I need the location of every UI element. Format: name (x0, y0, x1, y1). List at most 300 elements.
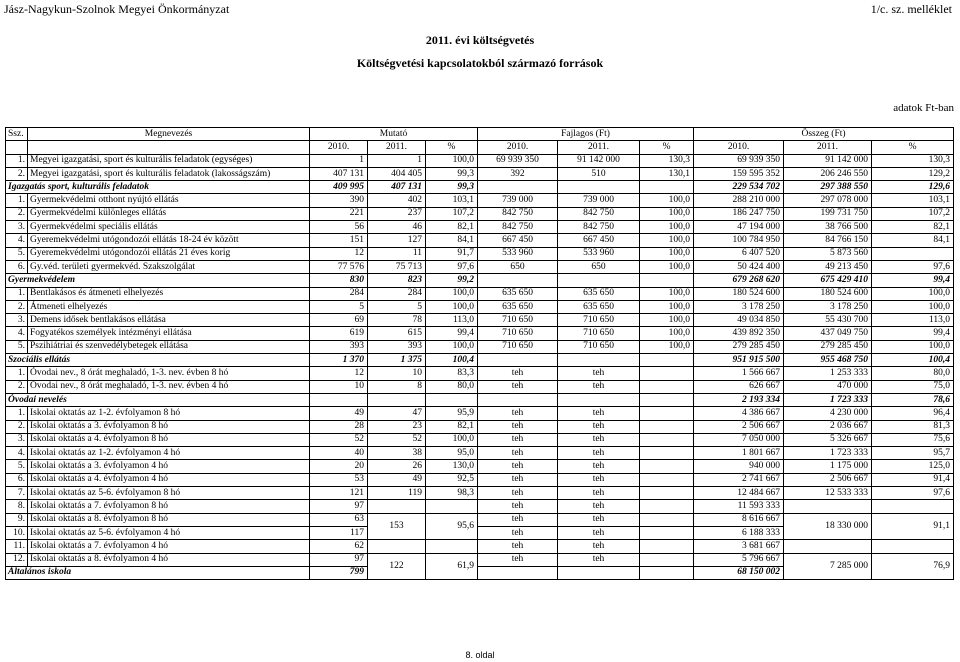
value-cell: 47 194 000 (694, 221, 784, 234)
value-cell: 68 150 002 (694, 566, 784, 579)
merged-cell: 122 (368, 553, 426, 580)
row-name: Óvodai nev., 8 órát meghaladó, 1-3. nev. évben 8 hó (28, 367, 310, 380)
row-number: 4. (6, 447, 28, 460)
value-cell: 951 915 500 (694, 354, 784, 367)
row-name: Iskolai oktatás a 3. évfolyamon 4 hó (28, 460, 310, 473)
row-name: Gyermekvédelmi különleges ellátás (28, 207, 310, 220)
value-cell: 52 (310, 433, 368, 446)
value-cell (784, 500, 872, 513)
value-cell: 84,1 (426, 234, 478, 247)
value-cell: 100,0 (640, 340, 694, 353)
value-cell: 49 (310, 407, 368, 420)
value-cell: teh (478, 433, 558, 446)
value-cell: 75,0 (872, 380, 954, 393)
value-cell (368, 540, 426, 553)
header-ssz: Ssz. (6, 128, 28, 141)
value-cell: 100,0 (426, 340, 478, 353)
value-cell: 75,6 (872, 433, 954, 446)
value-cell: teh (478, 487, 558, 500)
value-cell: 2 193 334 (694, 393, 784, 406)
merged-cell: 95,6 (426, 513, 478, 540)
value-cell: 2 506 667 (694, 420, 784, 433)
header-year: 2011. (558, 141, 640, 154)
row-number: 2. (6, 380, 28, 393)
value-cell: 279 285 450 (784, 340, 872, 353)
value-cell: 100,0 (426, 154, 478, 167)
section-name: Szociális ellátás (6, 354, 310, 367)
value-cell: 151 (310, 234, 368, 247)
table-row (6, 500, 954, 513)
value-cell (640, 526, 694, 539)
table-row (6, 260, 954, 273)
value-cell: teh (478, 367, 558, 380)
header-year: % (426, 141, 478, 154)
merged-cell: 153 (368, 513, 426, 540)
value-cell (640, 354, 694, 367)
value-cell: 437 049 750 (784, 327, 872, 340)
value-cell: teh (558, 407, 640, 420)
row-number: 11. (6, 540, 28, 553)
header-year: 2010. (478, 141, 558, 154)
row-number: 3. (6, 433, 28, 446)
table-row (6, 207, 954, 220)
value-cell: 99,2 (426, 274, 478, 287)
table-subheader-row (6, 141, 954, 154)
row-name: Iskolai oktatás az 1-2. évfolyamon 4 hó (28, 447, 310, 460)
value-cell: 842 750 (478, 221, 558, 234)
value-cell: 69 939 350 (694, 154, 784, 167)
value-cell: 125,0 (872, 460, 954, 473)
row-number: 3. (6, 314, 28, 327)
row-name: Gyermekvédelmi speciális ellátás (28, 221, 310, 234)
value-cell: 470 000 (784, 380, 872, 393)
row-name: Iskolai oktatás a 3. évfolyamon 8 hó (28, 420, 310, 433)
value-cell: 100 784 950 (694, 234, 784, 247)
value-cell: 12 (310, 247, 368, 260)
header-organization: Jász-Nagykun-Szolnok Megyei Önkormányzat (4, 2, 230, 16)
row-number: 1. (6, 154, 28, 167)
value-cell: 1 (368, 154, 426, 167)
value-cell: 100,0 (872, 287, 954, 300)
row-number: 1. (6, 367, 28, 380)
row-name: Bentlakásos és átmeneti elhelyezés (28, 287, 310, 300)
value-cell (640, 553, 694, 566)
value-cell: 84,1 (872, 234, 954, 247)
value-cell: 80,0 (872, 367, 954, 380)
value-cell: 159 595 352 (694, 167, 784, 180)
header-fajlagos: Fajlagos (Ft) (478, 128, 694, 141)
value-cell: 393 (310, 340, 368, 353)
value-cell: 3 178 250 (694, 300, 784, 313)
value-cell (478, 274, 558, 287)
value-cell: 20 (310, 460, 368, 473)
table-row (6, 300, 954, 313)
header-megnevezes: Megnevezés (28, 128, 310, 141)
value-cell: 81,3 (872, 420, 954, 433)
value-cell: 5 326 667 (784, 433, 872, 446)
value-cell: 127 (368, 234, 426, 247)
value-cell: 823 (368, 274, 426, 287)
value-cell: 8 (368, 380, 426, 393)
value-cell: 103,1 (872, 194, 954, 207)
row-number: 5. (6, 247, 28, 260)
row-name: Iskolai oktatás a 8. évfolyamon 4 hó (28, 553, 310, 566)
value-cell: 7 050 000 (694, 433, 784, 446)
value-cell: 830 (310, 274, 368, 287)
value-cell: 1 801 667 (694, 447, 784, 460)
header-mutato: Mutató (310, 128, 478, 141)
value-cell: 180 524 600 (694, 287, 784, 300)
value-cell: teh (478, 500, 558, 513)
value-cell: 615 (368, 327, 426, 340)
value-cell (478, 354, 558, 367)
value-cell: 650 (558, 260, 640, 273)
value-cell (640, 460, 694, 473)
value-cell: 75 713 (368, 260, 426, 273)
value-cell: 510 (558, 167, 640, 180)
value-cell (640, 393, 694, 406)
value-cell: 409 995 (310, 181, 368, 194)
value-cell: 650 (478, 260, 558, 273)
value-cell: 99,3 (426, 181, 478, 194)
table-row (6, 433, 954, 446)
value-cell: 940 000 (694, 460, 784, 473)
value-cell: 113,0 (872, 314, 954, 327)
value-cell: 121 (310, 487, 368, 500)
section-total-row (6, 393, 954, 406)
table-row (6, 367, 954, 380)
row-number: 8. (6, 500, 28, 513)
value-cell: teh (558, 540, 640, 553)
row-name: Gyeremekvédelmi utógondozói ellátás 18-24 év között (28, 234, 310, 247)
value-cell: 2 506 667 (784, 473, 872, 486)
merged-cell: 76,9 (872, 553, 954, 580)
value-cell (478, 393, 558, 406)
row-number: 7. (6, 487, 28, 500)
value-cell (310, 393, 368, 406)
value-cell: teh (558, 367, 640, 380)
value-cell: 129,6 (872, 181, 954, 194)
value-cell: 635 650 (478, 287, 558, 300)
value-cell: 710 650 (558, 340, 640, 353)
value-cell: 100,0 (872, 300, 954, 313)
value-cell: 8 616 667 (694, 513, 784, 526)
value-cell: 739 000 (558, 194, 640, 207)
value-cell: 96,4 (872, 407, 954, 420)
value-cell: 99,4 (872, 274, 954, 287)
value-cell (640, 500, 694, 513)
value-cell: 82,1 (426, 221, 478, 234)
value-cell: 2 036 667 (784, 420, 872, 433)
value-cell: 52 (368, 433, 426, 446)
value-cell: 1 375 (368, 354, 426, 367)
value-cell: 407 131 (310, 167, 368, 180)
value-cell: 392 (478, 167, 558, 180)
value-cell: 626 667 (694, 380, 784, 393)
value-cell (640, 473, 694, 486)
row-name: Iskolai oktatás a 7. évfolyamon 8 hó (28, 500, 310, 513)
value-cell: 297 388 550 (784, 181, 872, 194)
value-cell: 130,3 (872, 154, 954, 167)
merged-cell: 91,1 (872, 513, 954, 540)
row-number: 6. (6, 473, 28, 486)
value-cell (558, 274, 640, 287)
value-cell: 1 (310, 154, 368, 167)
row-name: Fogyatékos személyek intézményi ellátása (28, 327, 310, 340)
row-number: 1. (6, 407, 28, 420)
value-cell: 91 142 000 (784, 154, 872, 167)
table-row (6, 407, 954, 420)
value-cell (558, 354, 640, 367)
value-cell: 12 484 667 (694, 487, 784, 500)
value-cell: 393 (368, 340, 426, 353)
value-cell: 130,1 (640, 167, 694, 180)
header-blank (28, 141, 310, 154)
value-cell (558, 393, 640, 406)
row-name: Iskolai oktatás a 7. évfolyamon 4 hó (28, 540, 310, 553)
row-name: Iskolai oktatás a 4. évfolyamon 4 hó (28, 473, 310, 486)
table-row (6, 194, 954, 207)
value-cell: 129,2 (872, 167, 954, 180)
value-cell: 1 370 (310, 354, 368, 367)
value-cell: 100,0 (426, 300, 478, 313)
merged-cell: 18 330 000 (784, 513, 872, 540)
value-cell: teh (558, 420, 640, 433)
table-row (6, 460, 954, 473)
section-name: Óvodai nevelés (6, 393, 310, 406)
table-row (6, 380, 954, 393)
value-cell: 710 650 (558, 327, 640, 340)
row-number: 3. (6, 221, 28, 234)
value-cell: teh (558, 526, 640, 539)
value-cell: 98,3 (426, 487, 478, 500)
value-cell: teh (478, 447, 558, 460)
value-cell: teh (478, 420, 558, 433)
value-cell: 1 253 333 (784, 367, 872, 380)
value-cell: 82,1 (872, 221, 954, 234)
value-cell: 12 533 333 (784, 487, 872, 500)
row-number: 6. (6, 260, 28, 273)
value-cell: 10 (310, 380, 368, 393)
value-cell (640, 433, 694, 446)
value-cell (426, 393, 478, 406)
value-cell: 97,6 (872, 260, 954, 273)
value-cell (872, 247, 954, 260)
value-cell: 619 (310, 327, 368, 340)
row-name: Demens idősek bentlakásos ellátása (28, 314, 310, 327)
value-cell: 199 731 750 (784, 207, 872, 220)
value-cell: 97 (310, 500, 368, 513)
value-cell: 237 (368, 207, 426, 220)
value-cell: 635 650 (558, 287, 640, 300)
value-cell: 50 424 400 (694, 260, 784, 273)
value-cell: 97 (310, 553, 368, 566)
value-cell: 710 650 (478, 340, 558, 353)
value-cell: 667 450 (558, 234, 640, 247)
value-cell: 100,0 (640, 207, 694, 220)
page-number: 8. oldal (465, 650, 495, 660)
value-cell: 439 892 350 (694, 327, 784, 340)
value-cell: teh (478, 553, 558, 566)
header-year: 2011. (368, 141, 426, 154)
value-cell: 100,0 (640, 260, 694, 273)
value-cell: 710 650 (558, 314, 640, 327)
value-cell: 130,0 (426, 460, 478, 473)
value-cell: teh (478, 473, 558, 486)
value-cell: teh (478, 407, 558, 420)
value-cell: 1 723 333 (784, 447, 872, 460)
value-cell: 679 268 620 (694, 274, 784, 287)
row-number: 10. (6, 526, 28, 539)
value-cell: 91,4 (872, 473, 954, 486)
table-row (6, 540, 954, 553)
table-row (6, 447, 954, 460)
table-row (6, 221, 954, 234)
header-year: 2011. (784, 141, 872, 154)
header-annex-label: 1/c. sz. melléklet (870, 2, 952, 16)
value-cell: 100,0 (426, 287, 478, 300)
value-cell: teh (558, 553, 640, 566)
value-cell: 38 766 500 (784, 221, 872, 234)
value-cell: 97,6 (426, 260, 478, 273)
header-year: 2010. (310, 141, 368, 154)
value-cell (872, 540, 954, 553)
row-name: Megyei igazgatási, sport és kulturális feladatok (egységes) (28, 154, 310, 167)
value-cell: 100,0 (640, 247, 694, 260)
value-cell: 130,3 (640, 154, 694, 167)
table-row (6, 287, 954, 300)
value-cell: 100,0 (640, 234, 694, 247)
value-cell: 635 650 (558, 300, 640, 313)
value-cell: 100,0 (640, 287, 694, 300)
value-cell: 99,3 (426, 167, 478, 180)
row-number: 1. (6, 287, 28, 300)
value-cell: 82,1 (426, 420, 478, 433)
merged-cell: 61,9 (426, 553, 478, 580)
row-number: 2. (6, 420, 28, 433)
section-name: Általános iskola (6, 566, 310, 579)
value-cell: 100,0 (640, 300, 694, 313)
value-cell: 10 (368, 367, 426, 380)
table-row (6, 340, 954, 353)
value-cell: 206 246 550 (784, 167, 872, 180)
value-cell (640, 447, 694, 460)
value-cell: 100,0 (640, 327, 694, 340)
value-cell: 69 (310, 314, 368, 327)
table-row (6, 513, 954, 526)
row-name: Átmeneti elhelyezés (28, 300, 310, 313)
value-cell: 2 741 667 (694, 473, 784, 486)
value-cell: 80,0 (426, 380, 478, 393)
value-cell: 63 (310, 513, 368, 526)
value-cell: 56 (310, 221, 368, 234)
value-cell: 62 (310, 540, 368, 553)
value-cell: teh (558, 473, 640, 486)
value-cell: 288 210 000 (694, 194, 784, 207)
value-cell: 5 873 560 (784, 247, 872, 260)
value-cell: 3 681 667 (694, 540, 784, 553)
table-row (6, 473, 954, 486)
value-cell: 404 405 (368, 167, 426, 180)
value-cell: 95,9 (426, 407, 478, 420)
value-cell: 107,2 (426, 207, 478, 220)
value-cell: teh (558, 447, 640, 460)
section-total-row (6, 274, 954, 287)
unit-note: adatok Ft-ban (893, 102, 954, 114)
table-row (6, 314, 954, 327)
value-cell (640, 367, 694, 380)
value-cell: 100,0 (640, 221, 694, 234)
value-cell: 5 796 667 (694, 553, 784, 566)
value-cell: 92,5 (426, 473, 478, 486)
value-cell: 842 750 (558, 221, 640, 234)
row-number: 5. (6, 340, 28, 353)
section-name: Igazgatás sport, kulturális feladatok (6, 181, 310, 194)
row-name: Iskolai oktatás az 1-2. évfolyamon 8 hó (28, 407, 310, 420)
value-cell: teh (478, 526, 558, 539)
value-cell: 46 (368, 221, 426, 234)
value-cell (640, 487, 694, 500)
value-cell: teh (478, 540, 558, 553)
row-name: Megyei igazgatási, sport és kulturális feladatok (lakosságszám) (28, 167, 310, 180)
header-year: % (872, 141, 954, 154)
value-cell: 47 (368, 407, 426, 420)
value-cell: 390 (310, 194, 368, 207)
value-cell: 100,0 (872, 340, 954, 353)
row-number: 4. (6, 234, 28, 247)
value-cell: 28 (310, 420, 368, 433)
table-row (6, 327, 954, 340)
value-cell (368, 500, 426, 513)
value-cell: 99,4 (426, 327, 478, 340)
section-name: Gyermekvédelem (6, 274, 310, 287)
value-cell: 5 (368, 300, 426, 313)
value-cell (368, 393, 426, 406)
value-cell: 119 (368, 487, 426, 500)
value-cell: 78 (368, 314, 426, 327)
value-cell: 12 (310, 367, 368, 380)
row-name: Gy.véd. területi gyermekvéd. Szakszolgálat (28, 260, 310, 273)
table-row (6, 154, 954, 167)
table-row (6, 553, 954, 566)
value-cell: teh (478, 513, 558, 526)
table-row (6, 167, 954, 180)
value-cell: 77 576 (310, 260, 368, 273)
value-cell: 95,7 (872, 447, 954, 460)
header-year: % (640, 141, 694, 154)
row-number: 5. (6, 460, 28, 473)
value-cell: 55 430 700 (784, 314, 872, 327)
value-cell: 23 (368, 420, 426, 433)
value-cell: 100,0 (640, 314, 694, 327)
value-cell: 6 407 520 (694, 247, 784, 260)
value-cell: 91,7 (426, 247, 478, 260)
value-cell (640, 420, 694, 433)
value-cell: 38 (368, 447, 426, 460)
table-row (6, 234, 954, 247)
value-cell: 5 (310, 300, 368, 313)
document-subtitle: Költségvetési kapcsolatokból származó források (356, 56, 604, 70)
value-cell: 533 960 (478, 247, 558, 260)
value-cell (558, 566, 640, 579)
value-cell: 635 650 (478, 300, 558, 313)
value-cell: 91 142 000 (558, 154, 640, 167)
value-cell: 69 939 350 (478, 154, 558, 167)
value-cell: 95,0 (426, 447, 478, 460)
value-cell: 1 175 000 (784, 460, 872, 473)
document-title: 2011. évi költségvetés (425, 33, 535, 47)
row-number: 9. (6, 513, 28, 526)
